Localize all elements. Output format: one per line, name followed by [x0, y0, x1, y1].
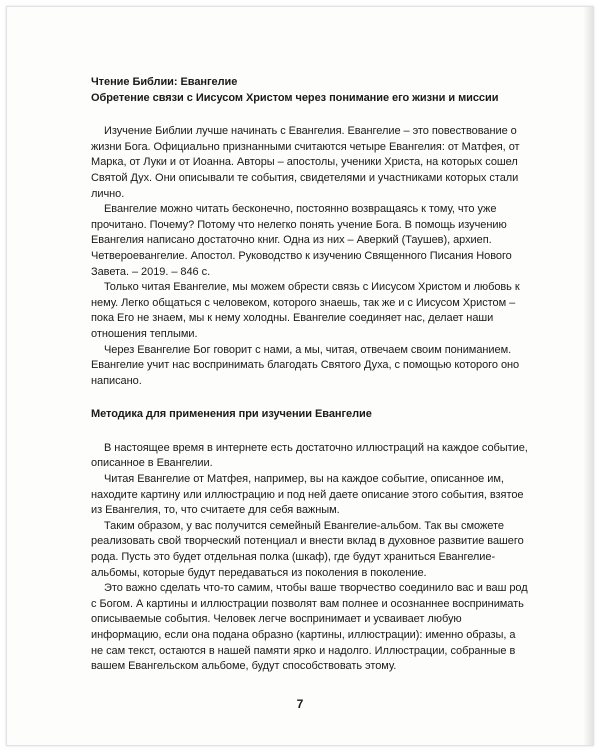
paragraph: Таким образом, у вас получится семейный Евангелие-альбом. Так вы сможете реализовать свой творческий потенциал и внести вклад в духовное развитие вашего рода. Пусть это будет отдельная полка (шкаф), где будут храниться Евангелие-альбомы, которые будут передаваться из поколения в поколение.	[91, 519, 524, 579]
section-title: Чтение Библии: Евангелие	[91, 76, 238, 88]
paragraph: Только читая Евангелие, мы можем обрести связь с Иисусом Христом и любовь к нему. Легко общаться с человеком, которого знаешь, так же и с Иисусом Христом – пока Его не знаем, мы к нему холодны. Евангелие соединяет нас, делает наши отношения теплыми.	[91, 281, 520, 340]
page-edge-shadow	[583, 7, 593, 745]
page-number: 7	[296, 697, 304, 711]
page-content	[91, 75, 529, 675]
paragraph: Это важно сделать что-то самим, чтобы ваше творчество соединило вас и ваш род с Богом. А картины и иллюстрации позволят вам полнее и осознаннее воспринимать описываемые события. Человек легче воспринимает и усваивает любую информацию, если она подана образно (картины, иллюстрации): именно образы, а не сам текст, остаются в нашей памяти ярко и надолго. Иллюстрации, собранные в вашем Евангельском альбоме, будут способствовать этому.	[91, 582, 528, 673]
paragraph: Через Евангелие Бог говорит с нами, а мы, читая, отвечаем своим пониманием. Евангелие учит нас воспринимать благодать Святого Духа, с помощью которого оно написано.	[91, 343, 520, 387]
paragraph: В настоящее время в интернете есть достаточно иллюстраций на каждое событие, описанное в Евангелии.	[91, 441, 528, 470]
methodology-heading: Методика для применения при изучении Евангелие	[91, 408, 372, 421]
paragraph: Изучение Библии лучше начинать с Евангелия. Евангелие – это повествование о жизни Бога. Официально признанными считаются четыре Евангелия: от Матфея, от Марка, от Луки и от Иоанна. Авторы – апостолы, ученики Христа, на которых сошел Святой Дух. Они описывали те события, свидетелями и участниками которых стали лично.	[91, 125, 520, 200]
book-page	[6, 6, 594, 746]
paragraph: Читая Евангелие от Матфея, например, вы на каждое событие, описанное им, находите картину или иллюстрацию и под ней даете описание этого события, взятое из Евангелия, то, что считаете для себя важным.	[91, 473, 524, 517]
section-subtitle: Обретение связи с Иисусом Христом через понимание его жизни и миссии	[91, 91, 499, 104]
paragraph: Евангелие можно читать бесконечно, постоянно возвращаясь к тому, что уже прочитано. Почему? Потому что нелегко понять учение Бога. В помощь изучению Евангелия написано достаточно книг. Одна из них – Аверкий (Таушев), архиеп. Четвероевангелие. Апостол. Руководство к изучению Священного Писания Нового Завета. – 2019. – 846 с.	[91, 203, 512, 278]
